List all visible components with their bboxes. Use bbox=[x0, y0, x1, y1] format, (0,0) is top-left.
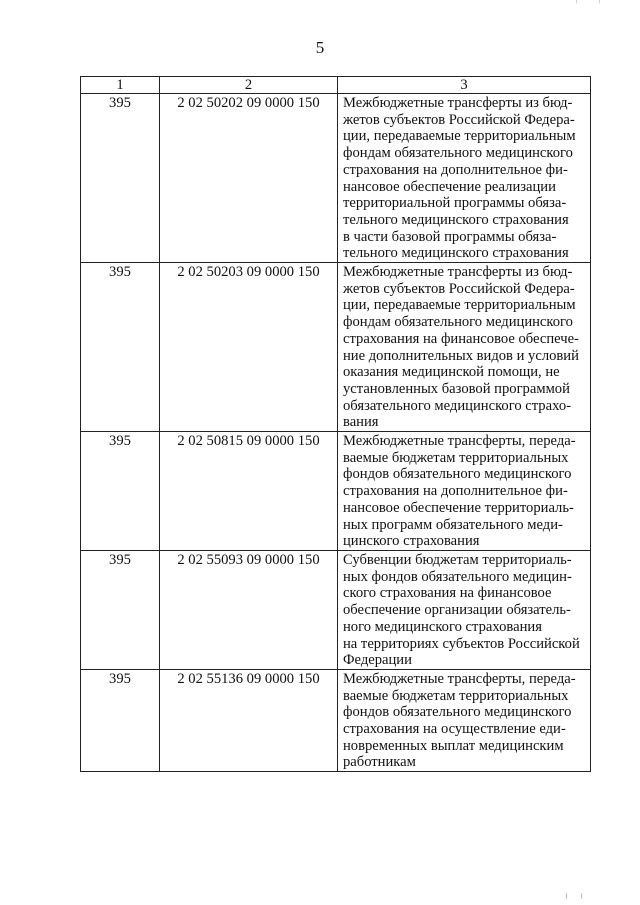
description-line: цинского страхования bbox=[343, 533, 480, 550]
description-line: фондам обязательного медицинского bbox=[343, 145, 573, 162]
description-cell bbox=[338, 669, 591, 771]
description-line: на территориях субъектов Российской bbox=[343, 635, 580, 652]
description-line: Субвенции бюджетам территориаль- bbox=[343, 551, 572, 568]
table-row bbox=[81, 94, 591, 263]
description-line: страхования на осуществление еди- bbox=[343, 721, 566, 738]
description-line: ние дополнительных видов и условий bbox=[343, 347, 579, 364]
description-line: установленных базовой программой bbox=[343, 380, 570, 397]
description-line: оказания медицинской помощи, не bbox=[343, 364, 560, 381]
description-cell bbox=[338, 263, 591, 432]
description-line: страхования на финансовое обеспече- bbox=[343, 330, 579, 347]
scan-edge-mark bbox=[576, 0, 600, 3]
description-line: обеспечение организации обязатель- bbox=[343, 602, 571, 619]
table-row bbox=[81, 550, 591, 669]
column-header-2: 2 bbox=[160, 77, 338, 94]
description-line: ных программ обязательного меди- bbox=[343, 516, 563, 533]
column-header-1: 1 bbox=[81, 77, 160, 94]
description-line: фондам обязательного медицинского bbox=[343, 314, 573, 331]
revenue-code-cell: 2 02 50203 09 0000 150 bbox=[160, 263, 338, 432]
table-row bbox=[81, 432, 591, 551]
admin-code-cell: 395 bbox=[81, 263, 160, 432]
description-line: Межбюджетные трансферты из бюд- bbox=[343, 95, 573, 111]
revenue-code-cell: 2 02 50815 09 0000 150 bbox=[160, 432, 338, 551]
description-line: в части базовой программы обяза- bbox=[343, 228, 557, 245]
description-line: страхования на дополнительное фи- bbox=[343, 483, 568, 500]
description-line: нансовое обеспечение территориаль- bbox=[343, 499, 574, 516]
table-row bbox=[81, 263, 591, 432]
revenue-code-cell: 2 02 55093 09 0000 150 bbox=[160, 550, 338, 669]
budget-codes-table bbox=[80, 76, 591, 772]
description-line: нансовое обеспечение реализации bbox=[343, 178, 556, 195]
admin-code-cell: 395 bbox=[81, 669, 160, 771]
description-line: Межбюджетные трансферты из бюд- bbox=[343, 264, 573, 281]
admin-code-cell: 395 bbox=[81, 550, 160, 669]
description-line: ции, передаваемые территориальным bbox=[343, 128, 576, 145]
scan-edge-mark bbox=[566, 893, 582, 899]
admin-code-cell: 395 bbox=[81, 94, 160, 263]
column-header-3: 3 bbox=[338, 77, 591, 94]
description-line: территориальной программы обяза- bbox=[343, 195, 567, 212]
table-row bbox=[81, 669, 591, 771]
description-line: вания bbox=[343, 414, 379, 431]
description-line: работникам bbox=[343, 754, 416, 771]
description-line: жетов субъектов Российской Федера- bbox=[343, 280, 575, 297]
description-line: Межбюджетные трансферты, переда- bbox=[343, 433, 576, 450]
description-line: тельного медицинского страхования bbox=[343, 211, 569, 228]
admin-code-cell: 395 bbox=[81, 432, 160, 551]
description-line: ного медицинского страхования bbox=[343, 618, 542, 635]
description-line: ции, передаваемые территориальным bbox=[343, 297, 576, 314]
revenue-code-cell: 2 02 55136 09 0000 150 bbox=[160, 669, 338, 771]
description-cell bbox=[338, 94, 591, 263]
description-line: ных фондов обязательного медицин- bbox=[343, 568, 572, 585]
page-number: 5 bbox=[315, 38, 325, 57]
description-line: Межбюджетные трансферты, переда- bbox=[343, 670, 576, 687]
description-cell bbox=[338, 432, 591, 551]
description-line: тельного медицинского страхования bbox=[343, 245, 569, 262]
table-body bbox=[81, 94, 591, 772]
description-line: страхования на дополнительное фи- bbox=[343, 161, 568, 178]
description-line: ского страхования на финансовое bbox=[343, 585, 552, 602]
description-cell bbox=[338, 550, 591, 669]
description-line: новременных выплат медицинским bbox=[343, 737, 564, 754]
table-header-row bbox=[81, 77, 591, 94]
description-line: фондов обязательного медицинского bbox=[343, 466, 572, 483]
description-line: ваемые бюджетам территориальных bbox=[343, 449, 569, 466]
description-line: жетов субъектов Российской Федера- bbox=[343, 111, 575, 128]
revenue-code-cell: 2 02 50202 09 0000 150 bbox=[160, 94, 338, 263]
description-line: Федерации bbox=[343, 652, 412, 669]
description-line: обязательного медицинского страхо- bbox=[343, 397, 571, 414]
description-line: фондов обязательного медицинского bbox=[343, 704, 572, 721]
description-line: ваемые бюджетам территориальных bbox=[343, 687, 569, 704]
